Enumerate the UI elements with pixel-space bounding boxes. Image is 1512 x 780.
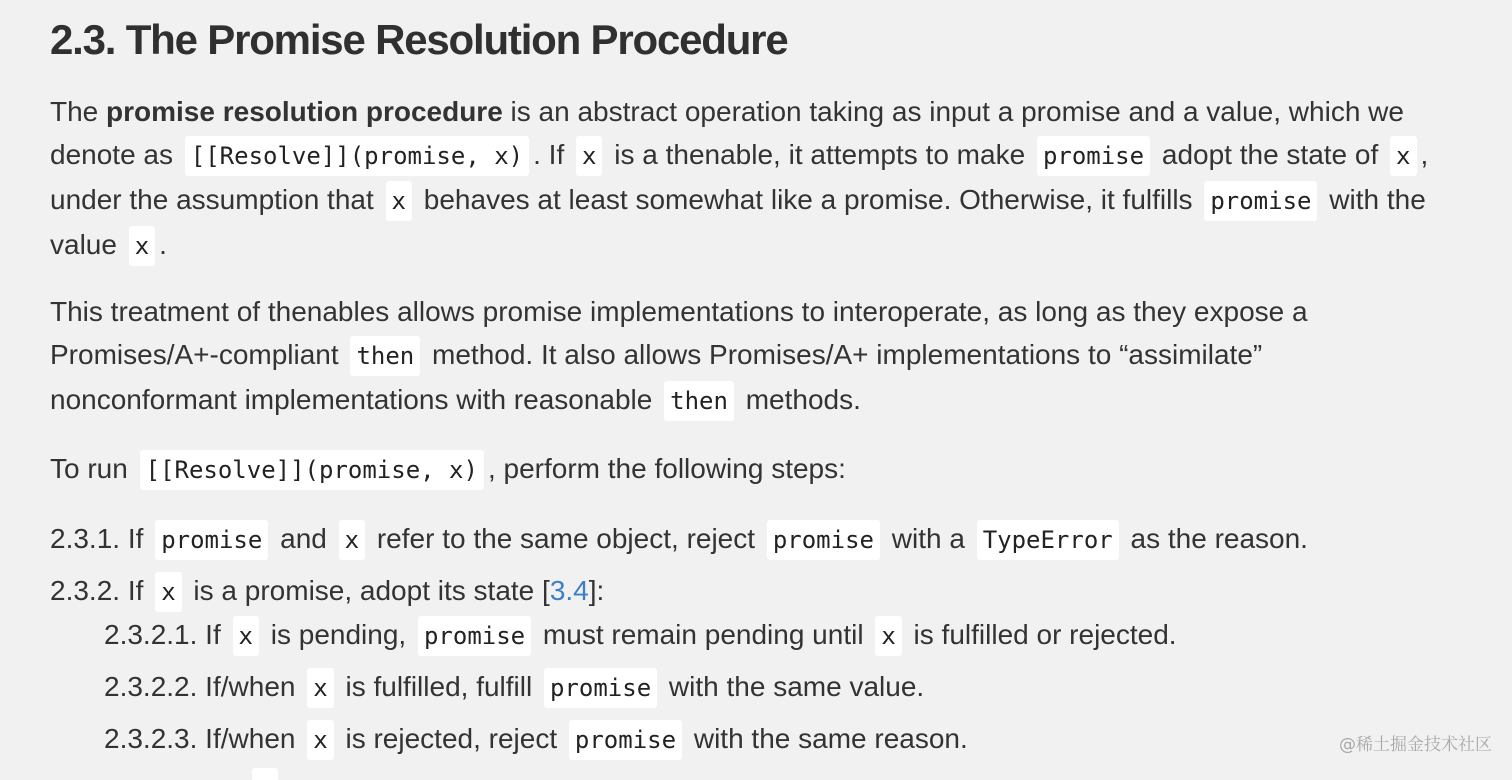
inline-code: promise [1204,181,1317,221]
cut-off-inline-code [252,768,278,780]
inline-code: x [307,668,333,708]
intro-paragraph [50,90,1428,268]
inline-code: x [129,226,155,266]
step-number: 2.3.2.3. [104,723,198,754]
paragraph-line: The promise resolution procedure is an abstract operation taking as input a promise and a value, which we [50,96,1404,127]
inline-code: x [307,720,333,760]
step-2-3-2-3: 2.3.2.3. If/when x is rejected, reject promise with the same reason. [104,717,968,762]
inline-code: promise [155,520,268,560]
inline-code: promise [544,668,657,708]
inline-code: x [875,616,901,656]
watermark: @稀土掘金技术社区 [1339,735,1492,755]
inline-code: promise [767,520,880,560]
step-2-3-2: 2.3.2. If x is a promise, adopt its state [3.4]: [50,569,604,614]
steps-intro-paragraph [50,447,846,492]
step-2-3-1: 2.3.1. If promise and x refer to the same object, reject promise with a TypeError as the reason. [50,517,1308,562]
paragraph-line: under the assumption that x behaves at least somewhat like a promise. Otherwise, it fulfills promise with the [50,178,1428,223]
step-number: 2.3.1. [50,523,121,554]
paragraph-line: This treatment of thenables allows promise implementations to interoperate, as long as they expose a [50,296,1308,327]
reference-link-3-4[interactable]: 3.4 [549,575,589,606]
paragraph-line: To run [[Resolve]](promise, x) , perform the following steps: [50,447,846,492]
inline-code: x [233,616,259,656]
inline-code: promise [569,720,682,760]
paragraph-line: Promises/A+-compliant then method. It also allows Promises/A+ implementations to “assimilate” [50,333,1308,378]
step-number: 2.3.2. [50,575,121,606]
inline-code: then [664,381,734,421]
inline-code: TypeError [977,520,1119,560]
inline-code: promise [418,616,531,656]
inline-code: then [350,336,420,376]
paragraph-line: nonconformant implementations with reasonable then methods. [50,378,1308,423]
inline-code: [[Resolve]](promise, x) [185,136,529,176]
inline-code: x [576,136,602,176]
inline-code: promise [1037,136,1150,176]
step-2-3-2-2: 2.3.2.2. If/when x is fulfilled, fulfill promise with the same value. [104,665,924,710]
thenables-paragraph [50,290,1308,423]
term-bold: promise resolution procedure [106,96,503,127]
inline-code: x [155,572,181,612]
inline-code: x [1390,136,1416,176]
inline-code: x [386,181,412,221]
paragraph-line: value x . [50,223,1428,268]
step-2-3-2-1: 2.3.2.1. If x is pending, promise must remain pending until x is fulfilled or rejected. [104,613,1177,658]
step-number: 2.3.2.1. [104,619,198,650]
section-heading: 2.3. The Promise Resolution Procedure [50,16,788,63]
inline-code: [[Resolve]](promise, x) [140,450,484,490]
paragraph-line: denote as [[Resolve]](promise, x) . If x is a thenable, it attempts to make promise adopt the state of x , [50,133,1428,178]
inline-code: x [339,520,365,560]
step-number: 2.3.2.2. [104,671,198,702]
